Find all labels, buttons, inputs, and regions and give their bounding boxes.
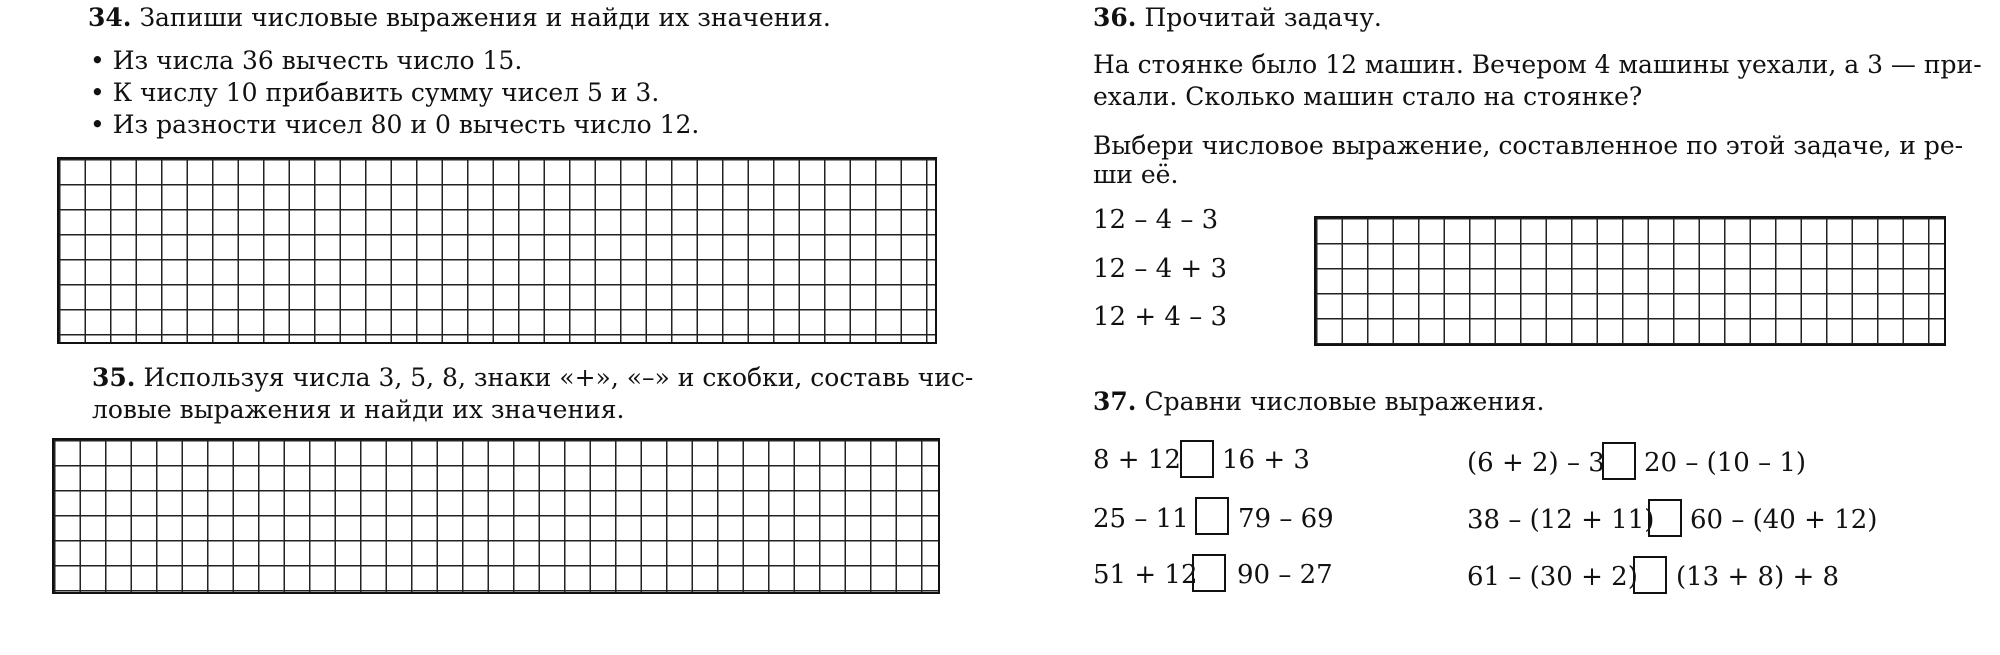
bullet-text: К числу 10 прибавить сумму чисел 5 и 3. bbox=[112, 78, 660, 107]
task-36-answer-grid[interactable] bbox=[1314, 216, 1946, 346]
task-37-title: Сравни числовые выражения. bbox=[1144, 387, 1545, 416]
compare-left-2-b: 79 – 69 bbox=[1238, 504, 1334, 534]
compare-right-1-a: (6 + 2) – 3 bbox=[1467, 448, 1605, 478]
compare-left-3-answer-box[interactable] bbox=[1192, 554, 1226, 592]
bullet-text: Из числа 36 вычесть число 15. bbox=[112, 46, 523, 75]
compare-right-2-b: 60 – (40 + 12) bbox=[1690, 505, 1878, 535]
bullet-text: Из разности чисел 80 и 0 вычесть число 12. bbox=[112, 110, 700, 139]
compare-left-3-a: 51 + 12 bbox=[1093, 560, 1198, 590]
task-34-title: Запиши числовые выражения и найди их значения. bbox=[139, 3, 831, 32]
compare-left-2-answer-box[interactable] bbox=[1195, 497, 1229, 535]
task-36-heading bbox=[1093, 3, 1382, 32]
compare-right-3-answer-box[interactable] bbox=[1633, 556, 1667, 594]
task-36-option-1[interactable]: 12 – 4 – 3 bbox=[1093, 205, 1219, 235]
task-36-problem-line1: На стоянке было 12 машин. Вечером 4 машины уехали, а 3 — при- bbox=[1093, 50, 1982, 79]
compare-right-3-a: 61 – (30 + 2) bbox=[1467, 562, 1638, 592]
task-34-bullet-3: • Из разности чисел 80 и 0 вычесть число 12. bbox=[90, 110, 700, 139]
task-34-answer-grid[interactable] bbox=[57, 157, 937, 344]
task-37-heading bbox=[1093, 387, 1544, 416]
task-34-bullet-2: • К числу 10 прибавить сумму чисел 5 и 3. bbox=[90, 78, 660, 107]
compare-right-2-a: 38 – (12 + 11) bbox=[1467, 505, 1655, 535]
compare-left-1-answer-box[interactable] bbox=[1180, 440, 1214, 478]
task-36-choose-line1: Выбери числовое выражение, составленное по этой задаче, и ре- bbox=[1093, 131, 1964, 160]
compare-left-1-a: 8 + 12 bbox=[1093, 445, 1181, 475]
compare-left-2-a: 25 – 11 bbox=[1093, 504, 1189, 534]
compare-right-1-answer-box[interactable] bbox=[1602, 442, 1636, 480]
compare-left-1 bbox=[1093, 445, 1181, 475]
task-35-heading bbox=[92, 363, 973, 392]
task-35-number: 35. bbox=[92, 363, 136, 392]
compare-left-1-b: 16 + 3 bbox=[1222, 445, 1310, 475]
compare-right-1-b: 20 – (10 – 1) bbox=[1644, 448, 1807, 478]
compare-right-3-b: (13 + 8) + 8 bbox=[1676, 562, 1840, 592]
task-36-option-2[interactable]: 12 – 4 + 3 bbox=[1093, 254, 1228, 284]
task-36-choose-line2: ши её. bbox=[1093, 160, 1179, 189]
task-36-number: 36. bbox=[1093, 3, 1137, 32]
task-34-heading bbox=[88, 3, 831, 32]
task-34-number: 34. bbox=[88, 3, 132, 32]
task-35-line1: Используя числа 3, 5, 8, знаки «+», «–» и скобки, составь чис- bbox=[143, 363, 974, 392]
compare-right-2-answer-box[interactable] bbox=[1648, 499, 1682, 537]
task-36-option-3[interactable]: 12 + 4 – 3 bbox=[1093, 302, 1228, 332]
task-37-number: 37. bbox=[1093, 387, 1137, 416]
compare-left-3-b: 90 – 27 bbox=[1237, 560, 1333, 590]
task-36-problem-line2: ехали. Сколько машин стало на стоянке? bbox=[1093, 82, 1643, 111]
task-35-answer-grid[interactable] bbox=[52, 438, 940, 594]
task-35-line2: ловые выражения и найди их значения. bbox=[92, 395, 625, 424]
task-34-bullet-1: • Из числа 36 вычесть число 15. bbox=[90, 46, 523, 75]
task-36-title: Прочитай задачу. bbox=[1144, 3, 1382, 32]
